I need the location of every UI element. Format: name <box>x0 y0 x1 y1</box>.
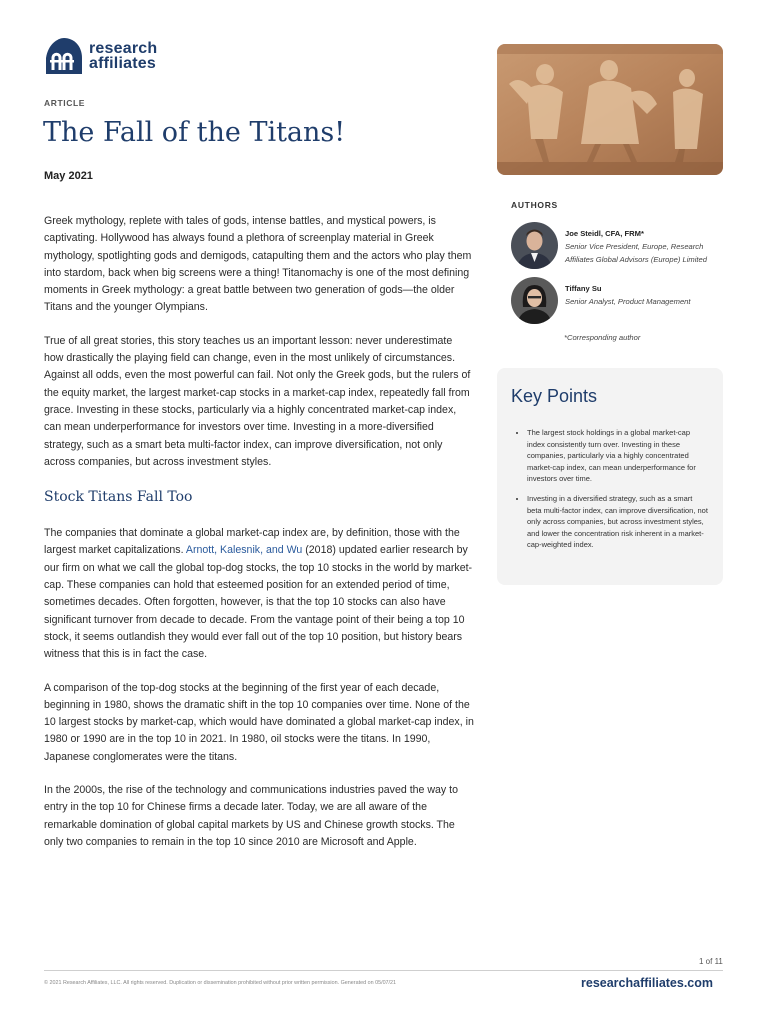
author-photo <box>511 277 558 324</box>
paragraph-5: In the 2000s, the rise of the technology and communications industries paved the way to entry in the top 10 for Chinese firms a decade later. Today, we are all aware of the remarkable domination of global capital markets by US and Chinese growth stocks. The only two companies to remain in the top 10 since 2010 are Microsoft and Apple. <box>44 784 458 848</box>
website-link[interactable]: researchaffiliates.com <box>581 976 714 990</box>
logo-wordmark <box>89 41 157 71</box>
page-title: The Fall of the Titans! <box>43 117 346 148</box>
author-info <box>565 227 715 266</box>
paragraph-2: True of all great stories, this story teaches us an important lesson: never underestimate how drastically the playing field can change, even in the most unlikely of circumstances. Against all odds, even the most powerful can fail. Not only the Greek gods, but the rulers of the equity market, the largest market-cap stocks in a market-cap index, repeatedly fall from grace. Investing in these stocks, particularly via a highly concentrated market-cap index, can mean underperformance for investors over time. Investing in a more-diversified strategy, such as a smart beta multi-factor index, can improve diversification, not only across companies, but across investment styles. <box>44 334 471 468</box>
paragraph-3-text-b: (2018) updated earlier research by our firm on what we call the global top-dog stocks, the top 10 stocks in the world by market-cap. These companies can hold that esteemed position for an extended period of time, sometimes decades. Often forgotten, however, is that the top 10 stocks can also have significant turnover from decade to decade. From the vantage point of their being a top 10 stock, it seems outlandish they would ever fall out of the top 10 position, but history bears witness that this is in fact the case. <box>44 544 473 661</box>
article-label: ARTICLE <box>44 98 86 108</box>
logo-line-1: research <box>89 40 158 57</box>
citation-link[interactable]: Arnott, Kalesnik, and Wu <box>185 544 303 557</box>
author-role: Senior Analyst, Product Management <box>565 297 691 306</box>
author-card <box>511 277 715 324</box>
avatar-icon <box>511 277 558 324</box>
section-heading: Stock Titans Fall Too <box>44 489 193 506</box>
publish-date: May 2021 <box>44 170 93 182</box>
author-card <box>511 222 715 269</box>
paragraph-3-text-a: The companies that dominate a global market-cap index are, by definition, those with the largest market capitalizations. <box>44 527 460 557</box>
corresponding-author-note: *Corresponding author <box>564 333 641 342</box>
author-role: Senior Vice President, Europe, Research Affiliates Global Advisors (Europe) Limited <box>565 242 707 264</box>
avatar-icon <box>511 222 558 269</box>
paragraph-1: Greek mythology, replete with tales of gods, intense battles, and mystical powers, is captivating. Hollywood has always found a plethora of screenplay material in Greek mythology, spotlighting gods and demigods, catapulting them and the actors who play them into stardom, back when big screens were a thing! Titanomachy is one of the most defining moments in Greek mythology: a great battle between two generation of gods—the older Titans and the younger Olympians. <box>44 215 472 314</box>
logo-line-2: affiliates <box>89 55 156 72</box>
page-number: 1 of 11 <box>699 957 723 966</box>
logo-mark-icon <box>44 36 84 76</box>
relief-figures-image <box>497 44 723 175</box>
author-name[interactable]: Tiffany Su <box>565 284 602 293</box>
key-point-item: • Investing in a diversified strategy, such as a smart beta multi-factor index, can improve diversification, not only across companies, but across investment styles, and lower the concentration risk inherent in a market-cap-weighted index. <box>527 493 709 551</box>
article-body <box>44 213 474 867</box>
key-point-item: • The largest stock holdings in a global market-cap index consistently turn over. Investing in these companies, particularly via a highly concentrated market-cap index, can mean underperformance for investors over time. <box>527 427 709 485</box>
paragraph-3 <box>44 525 474 663</box>
key-points-box <box>497 368 723 585</box>
authors-label: AUTHORS <box>511 200 558 210</box>
paragraph-4: A comparison of the top-dog stocks at the beginning of the first year of each decade, beginning in 1980, shows the dramatic shift in the top 10 companies over time. None of the 10 largest stocks by market-cap, which would have dominated a global market-cap index, in 1980 or 1990 are in the top 10 in 2021. In 1980, oil stocks were the titans. In 1990, Japanese conglomerates were the titans. <box>44 681 474 763</box>
copyright-notice: © 2021 Research Affiliates, LLC. All rights reserved. Duplication or dissemination prohibited without prior written permission. Generated on 05/07/21 <box>44 980 397 986</box>
author-info <box>565 282 715 308</box>
hero-image <box>497 44 723 175</box>
author-name[interactable]: Joe Steidl, CFA, FRM* <box>565 229 644 238</box>
footer-divider <box>44 970 723 971</box>
brand-logo[interactable] <box>44 36 157 76</box>
key-points-list <box>511 427 709 551</box>
author-photo <box>511 222 558 269</box>
key-points-title: Key Points <box>511 386 598 406</box>
